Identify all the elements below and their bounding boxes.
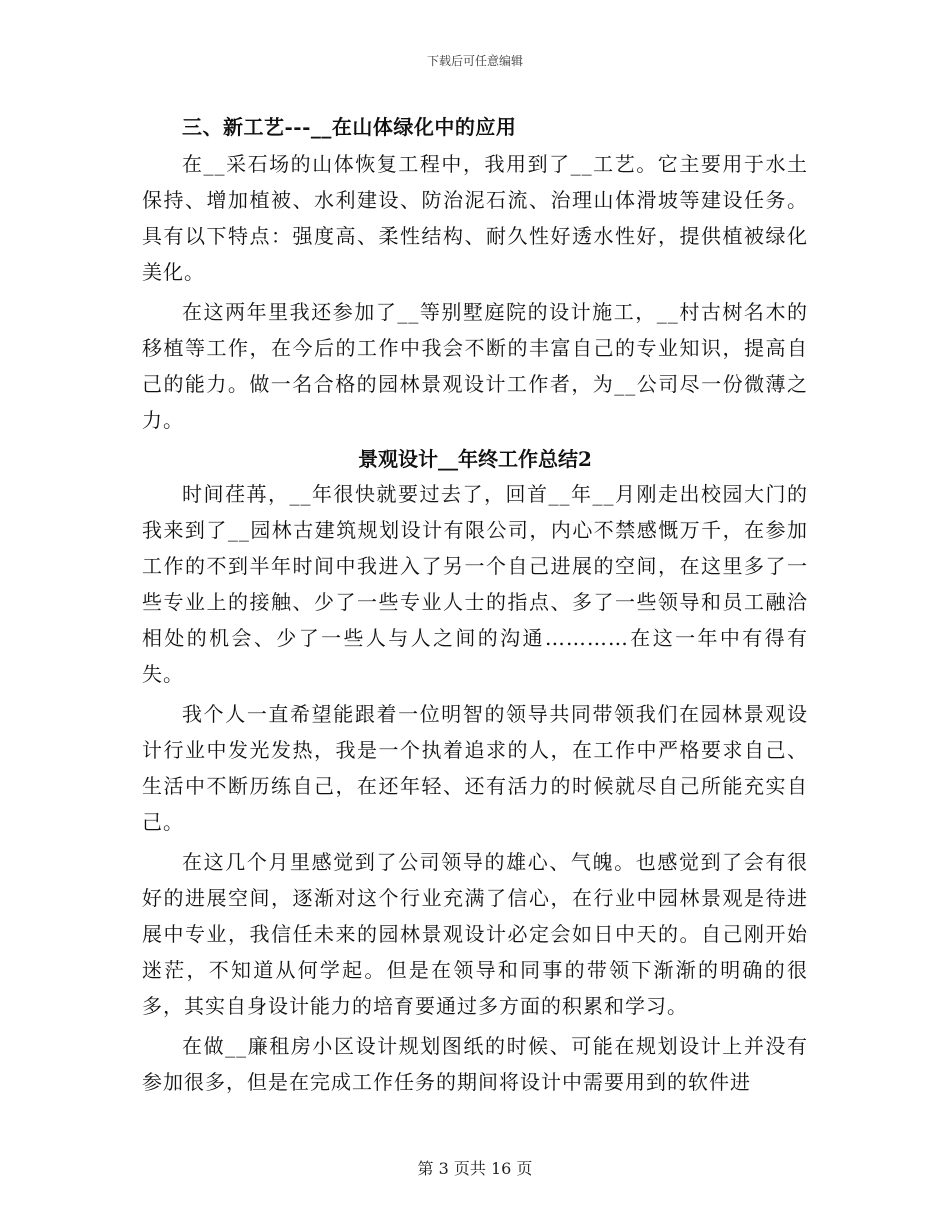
paragraph: 在做__廉租房小区设计规划图纸的时候、可能在规划设计上并没有参加很多，但是在完成工作任务的期间将设计中需要用到的软件进 (142, 1034, 808, 1094)
page-footer: 第 3 页共 16 页 (417, 1159, 533, 1178)
paragraph: 我个人一直希望能跟着一位明智的领导共同带领我们在园林景观设计行业中发光发热，我是一个执着追求的人，在工作中严格要求自己、生活中不断历练自己，在还年轻、还有活力的时候就尽自己所能充实自己。 (142, 702, 808, 834)
section-heading: 三、新工艺---__在山体绿化中的应用 (182, 115, 517, 139)
paragraph: 时间荏苒，__年很快就要过去了，回首__年__月刚走出校园大门的我来到了__园林古建筑规划设计有限公司，内心不禁感慨万千，在参加工作的不到半年时间中我进入了另一个自己进展的空间，在这里多了一些专业上的接触、少了一些专业人士的指点、多了一些领导和员工融洽相处的机会、少了一些人与人之间的沟通…………在这一年中有得有失。 (142, 482, 808, 686)
paragraph: 在这几个月里感觉到了公司领导的雄心、气魄。也感觉到了会有很好的进展空间，逐渐对这个行业充满了信心，在行业中园林景观是待进展中专业，我信任未来的园林景观设计必定会如日中天的。自己刚开始迷茫，不知道从何学起。但是在领导和同事的带领下渐渐的明确的很多，其实自身设计能力的培育要通过多方面的积累和学习。 (142, 850, 808, 1018)
paragraph: 在这两年里我还参加了__等别墅庭院的设计施工，__村古树名木的移植等工作，在今后的工作中我会不断的丰富自己的专业知识，提高自己的能力。做一名合格的园林景观设计工作者，为__公司尽一份微薄之力。 (142, 300, 808, 432)
page-header: 下载后可任意编辑 (426, 54, 523, 68)
article-title: 景观设计__年终工作总结2 (358, 447, 592, 471)
page-content (142, 110, 808, 1100)
paragraph: 在__采石场的山体恢复工程中，我用到了__工艺。它主要用于水土保持、增加植被、水利建设、防治泥石流、治理山体滑坡等建设任务。具有以下特点：强度高、柔性结构、耐久性好透水性好，提供植被绿化美化。 (142, 152, 808, 284)
